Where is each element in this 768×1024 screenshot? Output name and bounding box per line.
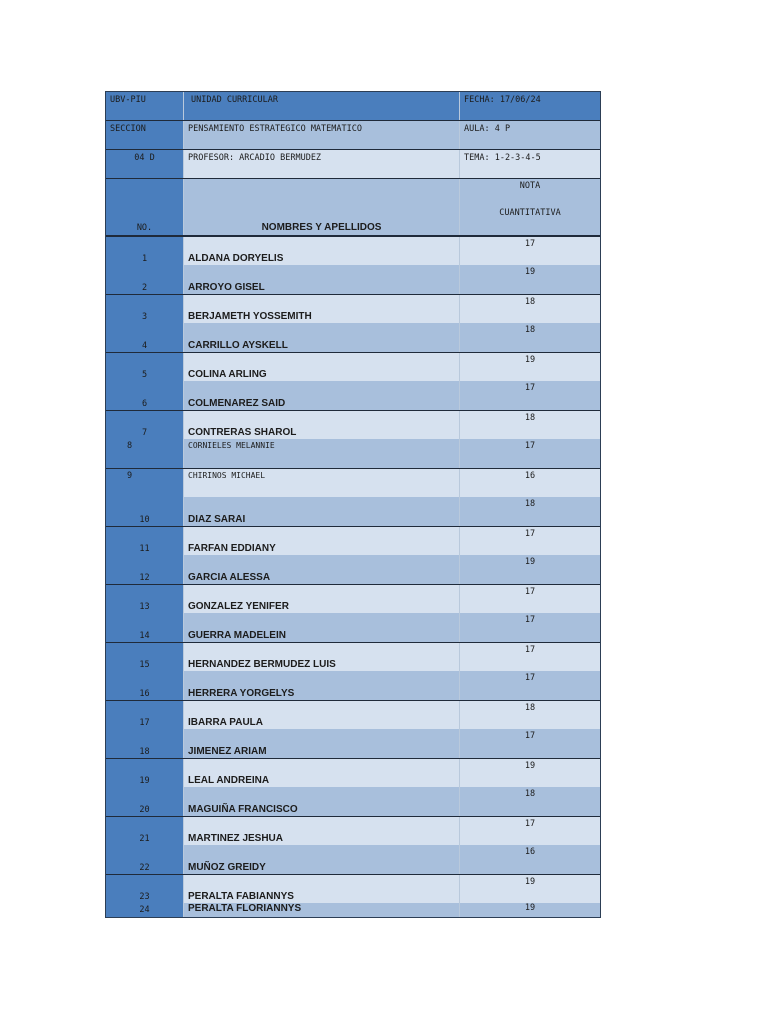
- student-grade: 16: [524, 847, 536, 857]
- student-name-cell: [184, 381, 460, 410]
- profesor-cell: PROFESOR: ARCADIO BERMUDEZ: [184, 150, 460, 178]
- student-grade: 18: [524, 325, 536, 335]
- student-grade-cell: [460, 411, 600, 439]
- student-row: [106, 845, 600, 874]
- student-row: [106, 874, 600, 903]
- student-grade: 17: [524, 615, 536, 625]
- student-name-cell: [184, 585, 460, 613]
- student-name: COLINA ARLING: [188, 369, 267, 380]
- student-row: [106, 758, 600, 787]
- student-grade: 19: [524, 267, 536, 277]
- student-row: [106, 323, 600, 352]
- col-cuantitativa-label: CUANTITATIVA: [499, 208, 561, 218]
- student-grade-cell: [460, 381, 600, 410]
- student-grade-cell: [460, 555, 600, 584]
- student-no: 16: [139, 689, 150, 699]
- student-row: [106, 729, 600, 758]
- student-grade-cell: [460, 729, 600, 758]
- student-grade-cell: [460, 613, 600, 642]
- student-name-cell: [184, 759, 460, 787]
- student-name-cell: [184, 701, 460, 729]
- student-name: COLMENAREZ SAID: [188, 398, 286, 409]
- student-name: PERALTA FABIANNYS: [188, 891, 294, 902]
- student-name: DIAZ SARAI: [188, 514, 246, 525]
- header-row-1: [106, 92, 600, 121]
- student-no-cell: [106, 671, 184, 700]
- col-nota-label: NOTA: [519, 181, 541, 191]
- student-no-cell: [106, 613, 184, 642]
- student-name: GARCIA ALESSA: [188, 572, 271, 583]
- student-row: [106, 671, 600, 700]
- student-grade-cell: [460, 845, 600, 874]
- col-nota-header: [460, 179, 600, 235]
- student-grade-cell: [460, 439, 600, 468]
- org-cell: UBV-PIU: [106, 92, 184, 120]
- student-name: BERJAMETH YOSSEMITH: [188, 311, 312, 322]
- header-row-3: [106, 150, 600, 179]
- student-name-cell: [184, 671, 460, 700]
- student-grade: 17: [524, 529, 536, 539]
- student-grade: 17: [524, 819, 536, 829]
- student-no: 18: [139, 747, 150, 757]
- grade-sheet: [105, 91, 601, 918]
- student-grade-cell: [460, 353, 600, 381]
- student-name-cell: [184, 439, 460, 468]
- student-no-cell: [106, 497, 184, 526]
- student-name-cell: [184, 845, 460, 874]
- student-grade: 16: [524, 471, 536, 481]
- student-no-cell: [106, 729, 184, 758]
- student-no-cell: [106, 585, 184, 613]
- student-row: [106, 526, 600, 555]
- student-grade: 19: [524, 877, 536, 887]
- student-row: [106, 584, 600, 613]
- student-row: [106, 410, 600, 439]
- student-name: ALDANA DORYELIS: [188, 253, 284, 264]
- student-no: 7: [141, 428, 148, 438]
- student-no: 9: [126, 471, 133, 481]
- student-grade: 17: [524, 673, 536, 683]
- student-no: 8: [126, 441, 133, 451]
- student-row: [106, 700, 600, 729]
- fecha-cell: FECHA: 17/06/24: [460, 92, 600, 120]
- student-no-cell: [106, 643, 184, 671]
- student-no: 20: [139, 805, 150, 815]
- student-no: 4: [141, 341, 148, 351]
- student-no-cell: [106, 845, 184, 874]
- student-no: 13: [139, 602, 150, 612]
- student-name: LEAL ANDREINA: [188, 775, 270, 786]
- student-no-cell: [106, 875, 184, 903]
- student-no-cell: [106, 903, 184, 917]
- student-no: 19: [139, 776, 150, 786]
- student-name: ARROYO GISEL: [188, 282, 265, 293]
- student-name-cell: [184, 903, 460, 917]
- student-name: CHIRINOS MICHAEL: [188, 471, 266, 480]
- col-nombres-header: [184, 179, 460, 235]
- student-grade-cell: [460, 527, 600, 555]
- student-no: 15: [139, 660, 150, 670]
- student-grade: 17: [524, 645, 536, 655]
- student-name: HERRERA YORGELYS: [188, 688, 295, 699]
- student-row: [106, 787, 600, 816]
- student-no: 1: [141, 254, 148, 264]
- student-no-cell: [106, 787, 184, 816]
- student-no-cell: [106, 555, 184, 584]
- column-header-row: [106, 179, 600, 236]
- student-row: [106, 236, 600, 265]
- aula-cell: AULA: 4 P: [460, 121, 600, 149]
- student-grade-cell: [460, 469, 600, 497]
- student-name-cell: [184, 237, 460, 265]
- col-nombres-label: NOMBRES Y APELLIDOS: [261, 222, 382, 233]
- student-row: [106, 294, 600, 323]
- student-no: 2: [141, 283, 148, 293]
- student-name: HERNANDEZ BERMUDEZ LUIS: [188, 659, 336, 670]
- student-no: 24: [139, 905, 150, 915]
- student-no-cell: [106, 295, 184, 323]
- student-name: FARFAN EDDIANY: [188, 543, 276, 554]
- col-no-header: [106, 179, 184, 235]
- student-no: 14: [139, 631, 150, 641]
- student-name: MUÑOZ GREIDY: [188, 862, 266, 873]
- student-no: 23: [139, 892, 150, 902]
- student-grade-cell: [460, 643, 600, 671]
- student-name: GONZALEZ YENIFER: [188, 601, 289, 612]
- student-name-cell: [184, 555, 460, 584]
- student-row: [106, 613, 600, 642]
- student-no-cell: [106, 527, 184, 555]
- student-name: MARTINEZ JESHUA: [188, 833, 284, 844]
- student-name-cell: [184, 817, 460, 845]
- student-no-cell: [106, 265, 184, 294]
- student-name-cell: [184, 353, 460, 381]
- student-grade-cell: [460, 701, 600, 729]
- student-grade: 18: [524, 297, 536, 307]
- student-no-cell: [106, 411, 184, 439]
- student-grade-cell: [460, 903, 600, 917]
- student-no: 12: [139, 573, 150, 583]
- student-name: JIMENEZ ARIAM: [188, 746, 267, 757]
- student-name-cell: [184, 411, 460, 439]
- student-grade-cell: [460, 497, 600, 526]
- student-grade-cell: [460, 817, 600, 845]
- student-grade-cell: [460, 237, 600, 265]
- student-grade-cell: [460, 265, 600, 294]
- col-no-label: NO.: [136, 223, 153, 233]
- student-no-cell: [106, 817, 184, 845]
- student-name: GUERRA MADELEIN: [188, 630, 286, 641]
- seccion-value: 04 D: [106, 150, 184, 178]
- student-row: [106, 381, 600, 410]
- student-grade-cell: [460, 585, 600, 613]
- student-grade: 17: [524, 441, 536, 451]
- student-no-cell: [106, 323, 184, 352]
- student-no: 11: [139, 544, 150, 554]
- student-row: [106, 468, 600, 497]
- student-row: [106, 497, 600, 526]
- student-grade: 18: [524, 413, 536, 423]
- student-row: [106, 903, 600, 917]
- student-name: CORNIELES MELANNIE: [188, 441, 275, 450]
- student-grade-cell: [460, 671, 600, 700]
- student-grade-cell: [460, 759, 600, 787]
- student-grade-cell: [460, 875, 600, 903]
- student-grade: 19: [524, 903, 536, 913]
- student-grade: 17: [524, 731, 536, 741]
- student-row: [106, 352, 600, 381]
- student-name-cell: [184, 875, 460, 903]
- student-no-cell: [106, 469, 184, 497]
- student-name-cell: [184, 469, 460, 497]
- student-row: [106, 816, 600, 845]
- student-rows: [106, 236, 600, 917]
- seccion-label: SECCION: [106, 121, 184, 149]
- student-no: 22: [139, 863, 150, 873]
- tema-cell: TEMA: 1-2-3-4-5: [460, 150, 600, 178]
- student-no-cell: [106, 353, 184, 381]
- student-no-cell: [106, 701, 184, 729]
- student-grade: 17: [524, 587, 536, 597]
- student-grade-cell: [460, 323, 600, 352]
- student-no: 3: [141, 312, 148, 322]
- unidad-curricular-label: UNIDAD CURRICULAR: [184, 92, 460, 120]
- student-no-cell: [106, 759, 184, 787]
- student-grade-cell: [460, 295, 600, 323]
- materia-cell: PENSAMIENTO ESTRATEGICO MATEMATICO: [184, 121, 460, 149]
- student-name: PERALTA FLORIANNYS: [188, 903, 302, 914]
- student-row: [106, 439, 600, 468]
- student-grade: 18: [524, 499, 536, 509]
- student-name-cell: [184, 729, 460, 758]
- student-grade: 19: [524, 355, 536, 365]
- student-name-cell: [184, 295, 460, 323]
- student-grade: 17: [524, 239, 536, 249]
- student-name-cell: [184, 323, 460, 352]
- student-grade: 19: [524, 761, 536, 771]
- student-row: [106, 265, 600, 294]
- student-no: 17: [139, 718, 150, 728]
- student-name: MAGUIÑA FRANCISCO: [188, 804, 298, 815]
- student-name-cell: [184, 527, 460, 555]
- student-no: 10: [139, 515, 150, 525]
- student-name-cell: [184, 497, 460, 526]
- student-name-cell: [184, 265, 460, 294]
- student-no: 5: [141, 370, 148, 380]
- student-no-cell: [106, 381, 184, 410]
- student-grade: 17: [524, 383, 536, 393]
- student-name-cell: [184, 613, 460, 642]
- student-grade: 19: [524, 557, 536, 567]
- student-grade: 18: [524, 703, 536, 713]
- student-no: 6: [141, 399, 148, 409]
- student-row: [106, 555, 600, 584]
- student-name: CARRILLO AYSKELL: [188, 340, 288, 351]
- student-no-cell: [106, 439, 184, 468]
- student-row: [106, 642, 600, 671]
- header-row-2: [106, 121, 600, 150]
- student-name: CONTRERAS SHAROL: [188, 427, 297, 438]
- student-name-cell: [184, 643, 460, 671]
- student-grade-cell: [460, 787, 600, 816]
- student-name-cell: [184, 787, 460, 816]
- student-name: IBARRA PAULA: [188, 717, 263, 728]
- student-no-cell: [106, 237, 184, 265]
- student-grade: 18: [524, 789, 536, 799]
- student-no: 21: [139, 834, 150, 844]
